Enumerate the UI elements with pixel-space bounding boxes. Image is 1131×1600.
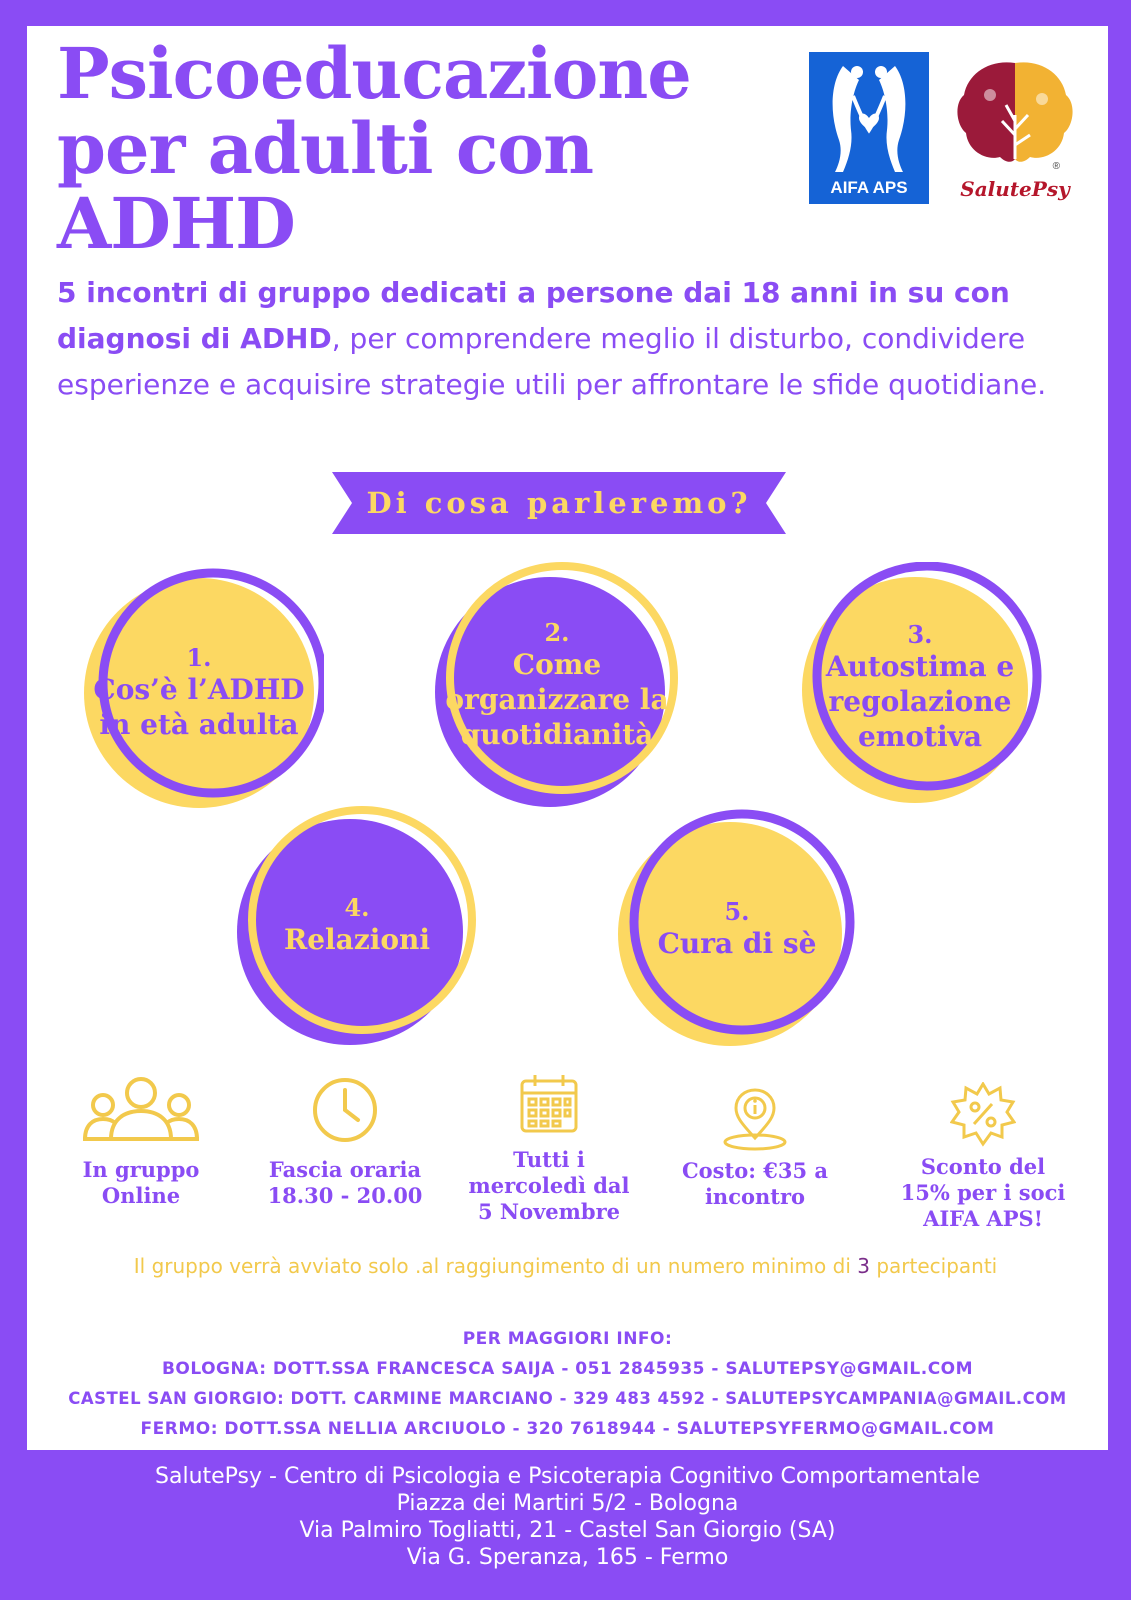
info-label: Costo: €35 a incontro bbox=[681, 1158, 829, 1209]
footer-line: SalutePsy - Centro di Psicologia e Psicoterapia Cognitivo Comportamentale bbox=[155, 1464, 980, 1489]
registered-mark: ® bbox=[1052, 161, 1060, 172]
clock-icon bbox=[310, 1075, 380, 1145]
info-label: Fascia oraria 18.30 - 20.00 bbox=[267, 1157, 423, 1208]
footer-addresses bbox=[27, 1463, 1108, 1571]
page-title bbox=[57, 32, 691, 265]
title-line-3: ADHD bbox=[57, 182, 295, 265]
intro-bold: 5 incontri di gruppo dedicati a persone dai 18 anni in su con diagnosi di ADHD bbox=[57, 276, 1010, 355]
title-line-1: Psicoeducazione bbox=[57, 32, 691, 115]
topics-banner bbox=[332, 472, 786, 534]
info-item-discount bbox=[893, 1082, 1073, 1232]
calendar-icon bbox=[519, 1073, 579, 1135]
notice-number: 3 bbox=[857, 1254, 870, 1278]
topic-number: 5. bbox=[724, 896, 750, 926]
topic-number: 3. bbox=[907, 619, 933, 649]
topic-circle-5 bbox=[612, 804, 862, 1054]
topic-label: Come organizzare la quotidianità bbox=[445, 647, 669, 751]
topic-label: Cura di sè bbox=[657, 926, 817, 960]
topic-circle-4 bbox=[232, 800, 482, 1050]
footer-line: Via Palmiro Togliatti, 21 - Castel San Giorgio (SA) bbox=[299, 1518, 836, 1543]
info-item-date bbox=[459, 1073, 639, 1225]
topic-number: 2. bbox=[544, 617, 570, 647]
group-icon bbox=[81, 1075, 201, 1145]
info-label: In gruppo Online bbox=[82, 1157, 200, 1208]
brain-tree-icon bbox=[950, 55, 1080, 175]
info-item-online bbox=[51, 1075, 231, 1209]
topic-circle-3 bbox=[795, 562, 1045, 812]
banner-text: Di cosa parleremo? bbox=[366, 486, 752, 520]
aifa-logo bbox=[809, 52, 929, 204]
discount-badge-icon bbox=[950, 1082, 1016, 1148]
topic-label: Cos’è l’ADHD in età adulta bbox=[93, 673, 305, 741]
contacts-section bbox=[27, 1324, 1108, 1444]
footer-line: Via G. Speranza, 165 - Fermo bbox=[406, 1545, 729, 1570]
location-pin-icon bbox=[720, 1088, 790, 1152]
info-label: Sconto del 15% per i soci AIFA APS! bbox=[900, 1154, 1066, 1231]
salutepsy-logo-text: SalutePsy bbox=[960, 177, 1070, 201]
notice-text: Il gruppo verrà avviato solo .al raggiungimento di un numero minimo di bbox=[133, 1254, 858, 1278]
contact-line-bologna: BOLOGNA: DOTT.SSA FRANCESCA SAIJA - 051 2845935 - SALUTEPSY@GMAIL.COM bbox=[161, 1359, 974, 1379]
title-line-2: per adulti con bbox=[57, 107, 594, 190]
topic-circle-1 bbox=[74, 568, 324, 818]
topic-label: Relazioni bbox=[283, 922, 431, 956]
contacts-heading: PER MAGGIORI INFO: bbox=[462, 1329, 673, 1349]
intro-rest: , per comprendere meglio il disturbo, condividere esperienze e acquisire strategie utili per affrontare le sfide quotidiane. bbox=[57, 322, 1047, 401]
info-item-cost bbox=[665, 1088, 845, 1210]
minimum-participants-notice bbox=[130, 1253, 1001, 1280]
contact-line-fermo: FERMO: DOTT.SSA NELLIA ARCIUOLO - 320 7618944 - SALUTEPSYFERMO@GMAIL.COM bbox=[140, 1419, 995, 1439]
salutepsy-logo bbox=[950, 55, 1080, 215]
info-label: Tutti i mercoledì dal 5 Novembre bbox=[468, 1147, 630, 1224]
notice-text-end: partecipanti bbox=[869, 1254, 998, 1278]
topic-number: 1. bbox=[186, 643, 212, 672]
footer-line: Piazza dei Martiri 5/2 - Bologna bbox=[396, 1491, 739, 1516]
contact-line-castel-san-giorgio: CASTEL SAN GIORGIO: DOTT. CARMINE MARCIANO - 329 483 4592 - SALUTEPSYCAMPANIA@GMAIL.COM bbox=[68, 1389, 1067, 1408]
topic-number: 4. bbox=[344, 892, 370, 922]
aifa-logo-text: AIFA APS bbox=[830, 178, 908, 197]
topic-label: Autostima e regolazione emotiva bbox=[825, 649, 1015, 753]
topic-circle-2 bbox=[432, 560, 682, 810]
info-item-time bbox=[255, 1075, 435, 1209]
intro-paragraph bbox=[57, 270, 1087, 408]
